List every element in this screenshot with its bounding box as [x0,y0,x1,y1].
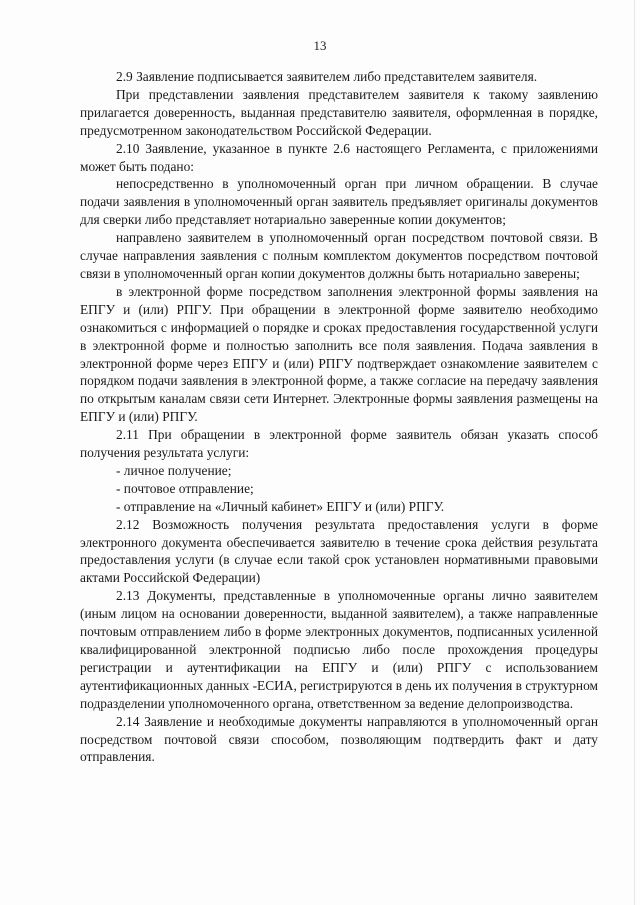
paragraph-by-post: направлено заявителем в уполномоченный орган посредством почтовой связи. В случае направления заявления с полным комплектом документов посредством почтовой связи в уполномоченный орган копии документов должны быть нотариально заверены; [80,230,598,281]
document-body [80,68,598,766]
paragraph-2-11: 2.11 При обращении в электронной форме заявитель обязан указать способ получения результата услуги: [80,427,598,461]
paragraph-2-9: 2.9 Заявление подписывается заявителем либо представителем заявителя. [116,69,538,84]
list-item-personal: - личное получение; [116,462,232,478]
scan-edge [634,0,635,905]
list-item-cabinet: - отправление на «Личный кабинет» ЕПГУ и (или) РПГУ. [116,498,445,514]
paragraph-2-14: 2.14 Заявление и необходимые документы направляются в уполномоченный орган посредством почтовой связи способом, позволяющим подтвердить факт и дату отправления. [80,713,598,765]
paragraph-electronic: в электронной форме посредством заполнения электронной формы заявления на ЕПГУ и (или) РПГУ. При обращении в электронной форме заявителю необходимо ознакомиться с информацией о порядке и сроках предоставления государственной услуги в электронной форме и полностью заполнить все поля заявления. Подача заявления в электронной форме через ЕПГУ и (или) РПГУ подтверждает ознакомление заявителем с порядком подачи заявления в электронной форме, а также согласие на передачу заявления по открытым каналам связи сети Интернет. Электронные формы заявления размещены на ЕПГУ и (или) РПГУ. [80,283,598,425]
paragraph-representative: При представлении заявления представителем заявителя к такому заявлению прилагается доверенность, выданная представителю заявителя, оформленная в порядке, предусмотренном законодательством Российской Федерации. [80,86,598,138]
paragraph-2-10: 2.10 Заявление, указанное в пункте 2.6 настоящего Регламента, с приложениями может быть подано: [80,140,598,174]
paragraph-in-person: непосредственно в уполномоченный орган при личном обращении. В случае подачи заявления в уполномоченный орган заявитель предъявляет оригиналы документов для сверки либо представляет нотариально заверенные копии документов; [80,176,598,228]
paragraph-2-12: 2.12 Возможность получения результата предоставления услуги в форме электронного документа обеспечивается заявителю в течение срока действия результата предоставления услуги (в случае если такой срок установлен нормативными правовыми актами Российской Федерации) [80,516,598,586]
list-item-postal: - почтовое отправление; [116,480,254,496]
paragraph-2-13: 2.13 Документы, представленные в уполномоченные органы лично заявителем (иным лицом на основании доверенности, выданной заявителем), а также направленные почтовым отправлением либо в форме электронных документов, подписанных усиленной квалифицированной электронной подписью либо после прохождения процедуры регистрации и аутентификации на ЕПГУ и (или) РПГУ с использованием аутентификационных данных -ЕСИА, регистрируются в день их получения в структурном подразделении уполномоченного органа, ответственном за ведение делопроизводства. [80,588,598,711]
page-number: 13 [313,38,327,53]
